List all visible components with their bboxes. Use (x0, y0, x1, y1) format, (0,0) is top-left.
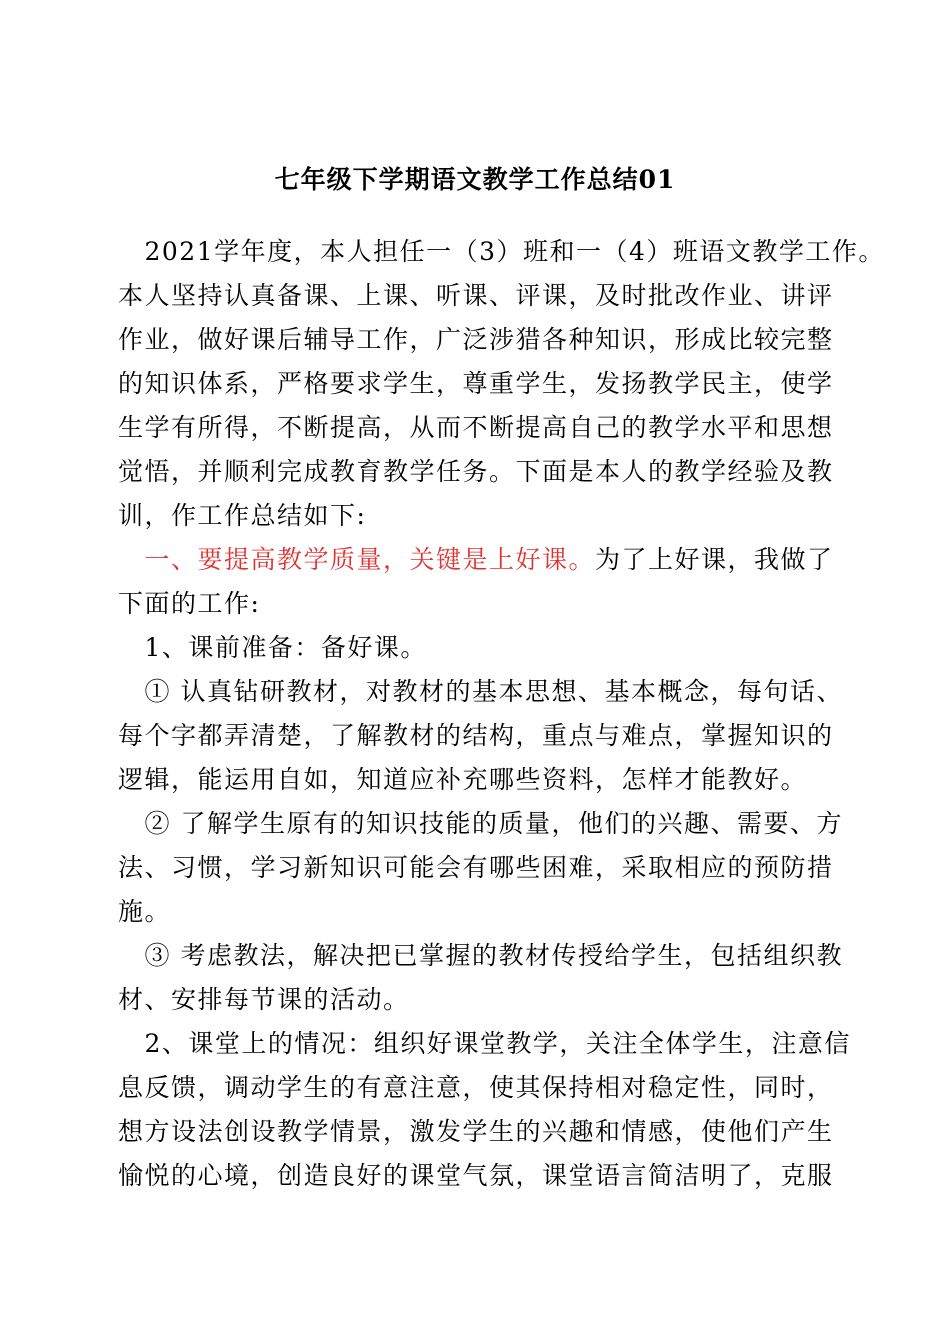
paragraph-line: 作业，做好课后辅导工作，广泛涉猎各种知识，形成比较完整 (118, 325, 834, 354)
paragraph-line: 2021学年度，本人担任一（3）班和一（4）班语文教学工作。 (118, 237, 885, 266)
paragraph-line: ③ 考虑教法，解决把已掌握的教材传授给学生，包括组织教 (118, 941, 843, 970)
section-heading-line (118, 540, 834, 580)
paragraph-line: 材、安排每节课的活动。 (118, 985, 410, 1014)
paragraph-line: 愉悦的心境，创造良好的课堂气氛，课堂语言简洁明了，克服 (118, 1161, 834, 1190)
paragraph-line: ② 了解学生原有的知识技能的质量，他们的兴趣、需要、方 (118, 809, 843, 838)
document-title: 七年级下学期语文教学工作总结01 (274, 165, 676, 194)
paragraph-line: 法、习惯，学习新知识可能会有哪些困难，采取相应的预防措 (118, 853, 834, 882)
paragraph-line: 生学有所得，不断提高，从而不断提高自己的教学水平和思想 (118, 413, 834, 442)
paragraph-line: 下面的工作: (118, 589, 261, 618)
section-heading-rest: 为了上好课，我做了 (595, 545, 834, 574)
paragraph-line: 觉悟，并顺利完成教育教学任务。下面是本人的教学经验及教 (118, 457, 834, 486)
item-heading: 1、课前准备：备好课。 (118, 633, 427, 662)
section-heading: 一、要提高教学质量，关键是上好课。 (118, 545, 596, 574)
paragraph-line: 训，作工作总结如下: (118, 501, 367, 530)
paragraph-line: 逻辑，能运用自如，知道应补充哪些资料，怎样才能教好。 (118, 765, 808, 794)
paragraph-line: ① 认真钻研教材，对教材的基本思想、基本概念，每句话、 (118, 677, 843, 706)
paragraph-line: 息反馈，调动学生的有意注意，使其保持相对稳定性，同时， (118, 1073, 834, 1102)
paragraph-line: 每个字都弄清楚，了解教材的结构，重点与难点，掌握知识的 (118, 721, 834, 750)
paragraph-line: 2、课堂上的情况：组织好课堂教学，关注全体学生，注意信 (118, 1029, 851, 1058)
paragraph-line: 施。 (118, 897, 172, 926)
paragraph-line: 本人坚持认真备课、上课、听课、评课，及时批改作业、讲评 (118, 281, 834, 310)
paragraph-line: 想方设法创设教学情景，激发学生的兴趣和情感，使他们产生 (118, 1117, 834, 1146)
paragraph-line: 的知识体系，严格要求学生，尊重学生，发扬教学民主，使学 (118, 369, 834, 398)
